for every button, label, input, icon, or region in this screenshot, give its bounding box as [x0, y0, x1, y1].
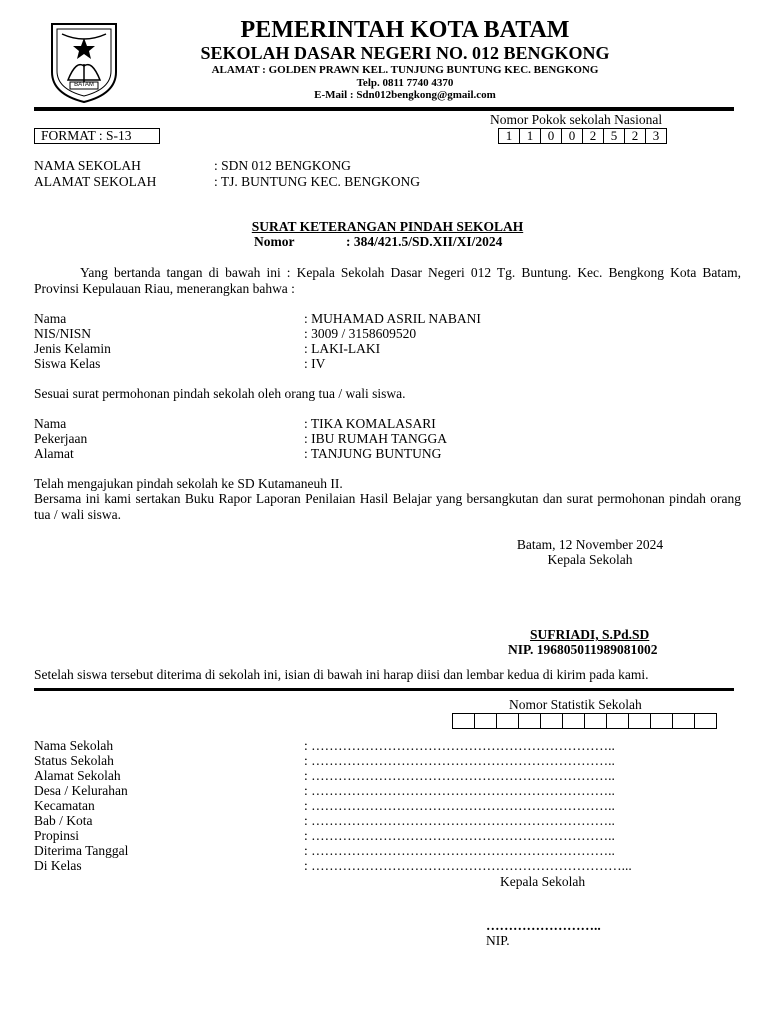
form-field[interactable]: : ………………………………………………………….. — [304, 738, 615, 753]
npsn-digit: 5 — [603, 128, 624, 144]
school-email: E-Mail : Sdn012bengkong@gmail.com — [314, 89, 496, 101]
form-label: Diterima Tanggal — [34, 843, 129, 858]
form-field[interactable]: : ………………………………………………………….. — [304, 783, 615, 798]
npsn-digit: 3 — [645, 128, 667, 144]
form-field[interactable]: : ………………………………………………………….. — [304, 798, 615, 813]
form-field[interactable]: : ………………………………………………………….. — [304, 813, 615, 828]
school-address-value: : TJ. BUNTUNG KEC. BENGKONG — [214, 174, 421, 189]
school-address-label: ALAMAT SEKOLAH — [34, 174, 157, 189]
parent-row — [34, 416, 734, 431]
npsn-digit: 0 — [561, 128, 582, 144]
header-divider — [34, 107, 734, 111]
npsn-digit: 0 — [540, 128, 561, 144]
form-signer-nip: NIP. — [486, 933, 510, 948]
nss-label: Nomor Statistik Sekolah — [509, 697, 642, 712]
nss-box[interactable] — [540, 713, 562, 729]
school-info-row — [34, 174, 734, 189]
form-label: Status Sekolah — [34, 753, 114, 768]
npsn-digit: 2 — [624, 128, 645, 144]
form-row — [34, 813, 734, 828]
form-row — [34, 828, 734, 843]
nss-box[interactable] — [606, 713, 628, 729]
form-row — [34, 783, 734, 798]
form-row — [34, 768, 734, 783]
form-signer-title: Kepala Sekolah — [500, 874, 586, 889]
student-name-label: Nama — [34, 311, 67, 326]
school-phone: Telp. 0811 7740 4370 — [356, 77, 454, 89]
form-label: Alamat Sekolah — [34, 768, 121, 783]
form-row — [34, 843, 734, 858]
section-divider — [34, 688, 734, 691]
nss-box[interactable] — [474, 713, 496, 729]
form-field[interactable]: : ………………………………………………………….. — [304, 843, 615, 858]
nss-box[interactable] — [518, 713, 540, 729]
government-title: PEMERINTAH KOTA BATAM — [240, 17, 570, 43]
form-label: Kecamatan — [34, 798, 95, 813]
student-gender-label: Jenis Kelamin — [34, 341, 111, 356]
request-paragraph: Sesuai surat permohonan pindah sekolah oleh orang tua / wali siswa. — [34, 386, 406, 401]
student-row — [34, 341, 734, 356]
city-emblem-logo — [48, 20, 120, 104]
student-row — [34, 326, 734, 341]
parent-row — [34, 431, 734, 446]
signer-title: Kepala Sekolah — [547, 552, 633, 567]
format-label: FORMAT : S-13 — [34, 128, 160, 144]
form-label: Bab / Kota — [34, 813, 93, 828]
student-class-value: : IV — [304, 356, 326, 371]
form-row — [34, 798, 734, 813]
nss-box[interactable] — [584, 713, 606, 729]
letter-title: SURAT KETERANGAN PINDAH SEKOLAH — [251, 219, 524, 234]
student-row — [34, 356, 734, 371]
letter-number-value: : 384/421.5/SD.XII/XI/2024 — [346, 234, 503, 249]
nss-box[interactable] — [496, 713, 518, 729]
npsn-digit: 1 — [498, 128, 519, 144]
parent-job-label: Pekerjaan — [34, 431, 88, 446]
receive-note: Setelah siswa tersebut diterima di sekolah ini, isian di bawah ini harap diisi dan lembar kedua di kirim pada kami. — [34, 667, 649, 682]
nss-box[interactable] — [452, 713, 474, 729]
attachment-paragraph: Bersama ini kami sertakan Buku Rapor Laporan Penilaian Hasil Belajar yang bersangkutan dan surat permohonan pindah orang tua / wali siswa. — [34, 491, 741, 522]
form-field[interactable]: : ………………………………………………………….. — [304, 753, 615, 768]
school-title: SEKOLAH DASAR NEGERI NO. 012 BENGKONG — [200, 43, 610, 63]
student-nis-value: : 3009 / 3158609520 — [304, 326, 417, 341]
parent-row — [34, 446, 734, 461]
parent-address-label: Alamat — [34, 446, 74, 461]
letter-number-label: Nomor — [254, 234, 295, 249]
parent-address-value: : TANJUNG BUNTUNG — [304, 446, 442, 461]
form-field[interactable]: : ……………………………………………………………... — [304, 858, 632, 873]
form-row — [34, 858, 734, 873]
nss-box[interactable] — [628, 713, 650, 729]
npsn-digits — [498, 128, 667, 144]
school-info-row — [34, 158, 734, 173]
student-row — [34, 311, 734, 326]
form-row — [34, 753, 734, 768]
form-label: Nama Sekolah — [34, 738, 114, 753]
form-label: Propinsi — [34, 828, 80, 843]
parent-job-value: : IBU RUMAH TANGGA — [304, 431, 448, 446]
logo-text: BATAM — [74, 82, 94, 88]
form-field[interactable]: : ………………………………………………………….. — [304, 768, 615, 783]
parent-name-label: Nama — [34, 416, 67, 431]
form-signer-blank[interactable]: …………………….. — [486, 918, 601, 933]
student-gender-value: : LAKI-LAKI — [304, 341, 381, 356]
form-label: Di Kelas — [34, 858, 82, 873]
npsn-label: Nomor Pokok sekolah Nasional — [490, 112, 663, 127]
transfer-paragraph: Telah mengajukan pindah sekolah ke SD Kutamaneuh II. — [34, 476, 343, 491]
form-field[interactable]: : ………………………………………………………….. — [304, 828, 615, 843]
form-row — [34, 738, 734, 753]
student-name-value: : MUHAMAD ASRIL NABANI — [304, 311, 481, 326]
school-address: ALAMAT : GOLDEN PRAWN KEL. TUNJUNG BUNTUNG KEC. BENGKONG — [211, 64, 599, 76]
nss-box[interactable] — [672, 713, 694, 729]
place-date: Batam, 12 November 2024 — [516, 537, 664, 552]
signer-name: SUFRIADI, S.Pd.SD — [530, 627, 650, 642]
school-name-value: : SDN 012 BENGKONG — [214, 158, 351, 173]
student-nis-label: NIS/NISN — [34, 326, 92, 341]
signer-nip: NIP. 196805011989081002 — [508, 642, 658, 657]
student-class-label: Siswa Kelas — [34, 356, 101, 371]
nss-box[interactable] — [694, 713, 717, 729]
intro-paragraph: Yang bertanda tangan di bawah ini : Kepala Sekolah Dasar Negeri 012 Tg. Buntung. Kec. Bengkong Kota Batam, Provinsi Kepulauan Riau, menerangkan bahwa : — [34, 265, 741, 296]
npsn-digit: 2 — [582, 128, 603, 144]
school-name-label: NAMA SEKOLAH — [34, 158, 141, 173]
nss-boxes — [452, 713, 717, 729]
npsn-digit: 1 — [519, 128, 540, 144]
nss-box[interactable] — [650, 713, 672, 729]
nss-box[interactable] — [562, 713, 584, 729]
form-label: Desa / Kelurahan — [34, 783, 128, 798]
parent-name-value: : TIKA KOMALASARI — [304, 416, 436, 431]
